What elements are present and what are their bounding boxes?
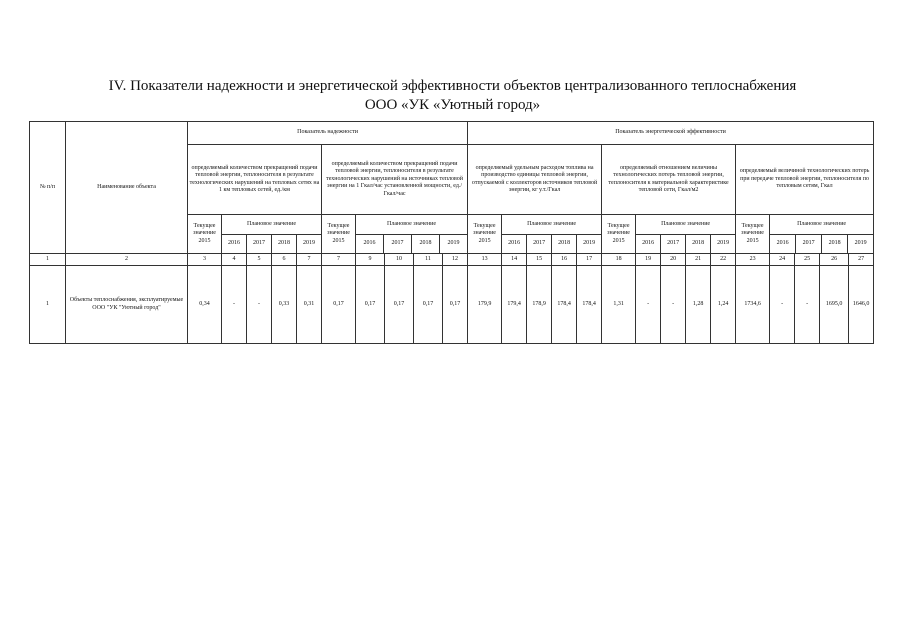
table-cell: 178,4 [577,266,602,344]
table-cell: 178,4 [552,266,577,344]
header-planned-value [770,215,874,254]
planned-label: Плановое значение [356,215,467,235]
table-cell: 0,33 [272,266,297,344]
planned-year: 2018 [272,235,297,254]
header-indicator-4: определяемый отношением величины технологических потерь тепловой энергии, теплоносителя к материальной характеристике тепловой сети, Гкал/м2 [602,145,736,215]
document-title [0,77,905,115]
table-cell: 1734,6 [736,266,770,344]
column-number: 17 [577,254,602,266]
header-indicator-1: определяемый количеством прекращений подачи тепловой энергии, теплоносителя в результате технологических нарушений на тепловых сетях на 1 км тепловых сетей, ед./км [188,145,322,215]
table-cell: 1,28 [686,266,711,344]
header-row-1 [30,122,874,145]
header-efficiency: Показатель энергетической эффективности [468,122,874,145]
column-number: 3 [188,254,222,266]
column-number: 7 [297,254,322,266]
header-planned-value [636,215,736,254]
table-cell: - [222,266,247,344]
table-cell: - [795,266,820,344]
column-number: 12 [443,254,468,266]
column-number: 11 [414,254,443,266]
planned-year: 2019 [854,240,867,246]
header-indicator-2: определяемый количеством прекращений подачи тепловой энергии, теплоносителя в результате технологических нарушений на источниках тепловой энергии на 1 Гкал/час установленной мощности, ед./Гкал/час [322,145,468,215]
column-numbers-row [30,254,874,266]
table-cell: 0,31 [297,266,322,344]
header-current-value: Текущее значение 2015 [188,215,222,254]
table-cell: - [636,266,661,344]
header-planned-value [356,215,468,254]
planned-year: 2016 [636,235,661,254]
table-cell: 1646,0 [849,266,874,344]
table-cell: 1695,0 [820,266,849,344]
planned-year: 2019 [583,240,596,246]
planned-year: 2016 [222,235,247,254]
column-number: 7 [322,254,356,266]
column-number: 24 [770,254,795,266]
planned-year: 2018 [822,235,848,254]
header-current-value: Текущее значение 2015 [602,215,636,254]
table-cell: 179,9 [468,266,502,344]
planned-year: 2017 [247,235,272,254]
table-cell: - [770,266,795,344]
table-cell: 1,24 [711,266,736,344]
planned-year: 2017 [527,235,552,254]
column-number: 6 [272,254,297,266]
planned-year: 2017 [796,235,822,254]
table-cell: 1,31 [602,266,636,344]
header-planned-value [502,215,602,254]
table-cell: 178,9 [527,266,552,344]
header-indicator-3: определяемый удельным расходом топлива на производство единицы тепловой энергии, отпускаемой с коллекторов источников тепловой энергии, кг у.т./Гкал [468,145,602,215]
planned-year: 2018 [552,235,577,254]
planned-year: 2016 [356,235,384,254]
column-number: 18 [602,254,636,266]
column-number: 14 [502,254,527,266]
indicators-table [29,121,874,344]
planned-year: 2019 [447,240,460,246]
planned-year: 2018 [412,235,440,254]
planned-year: 2017 [661,235,686,254]
column-number: 19 [636,254,661,266]
row-object-name: Объекты теплоснабжения, эксплуатируемые ООО "УК "Уютный город" [66,266,188,344]
header-current-value: Текущее значение 2015 [736,215,770,254]
table-cell: 0,17 [385,266,414,344]
column-number: 1 [30,254,66,266]
table-cell: 0,17 [414,266,443,344]
planned-year: 2017 [384,235,412,254]
column-number: 20 [661,254,686,266]
header-indicator-5: определяемый величиной технологических потерь при передаче тепловой энергии, теплоносителя по тепловым сетям, Гкал [736,145,874,215]
table-cell: 0,17 [443,266,468,344]
table-cell: 0,34 [188,266,222,344]
table-cell: - [661,266,686,344]
column-number: 26 [820,254,849,266]
column-number: 21 [686,254,711,266]
column-number: 27 [849,254,874,266]
column-number: 15 [527,254,552,266]
column-number: 25 [795,254,820,266]
column-number: 10 [385,254,414,266]
column-number: 5 [247,254,272,266]
column-number: 2 [66,254,188,266]
table-cell: 0,17 [356,266,385,344]
header-current-value: Текущее значение 2015 [468,215,502,254]
row-num: 1 [30,266,66,344]
table-cell: 0,17 [322,266,356,344]
header-current-value: Текущее значение 2015 [322,215,356,254]
header-name: Наименование объекта [66,122,188,254]
planned-year: 2019 [303,240,315,246]
column-number: 9 [356,254,385,266]
planned-year: 2018 [686,235,711,254]
table-cell: - [247,266,272,344]
column-number: 4 [222,254,247,266]
column-number: 23 [736,254,770,266]
planned-year: 2019 [717,240,730,246]
planned-year: 2016 [770,235,796,254]
title-line-1: IV. Показатели надежности и энергетической эффективности объектов централизованного теплоснабжения [108,78,797,94]
planned-label: Плановое значение [770,215,873,235]
planned-label: Плановое значение [502,215,601,235]
table-cell: 179,4 [502,266,527,344]
header-num: № п/п [30,122,66,254]
header-planned-value [222,215,322,254]
planned-year: 2016 [502,235,527,254]
column-number: 22 [711,254,736,266]
header-reliability: Показатель надежности [188,122,468,145]
column-number: 13 [468,254,502,266]
table-row [30,266,874,344]
planned-label: Плановое значение [636,215,735,235]
title-line-2: ООО «УК «Уютный город» [364,97,541,113]
column-number: 16 [552,254,577,266]
planned-label: Плановое значение [222,215,321,235]
